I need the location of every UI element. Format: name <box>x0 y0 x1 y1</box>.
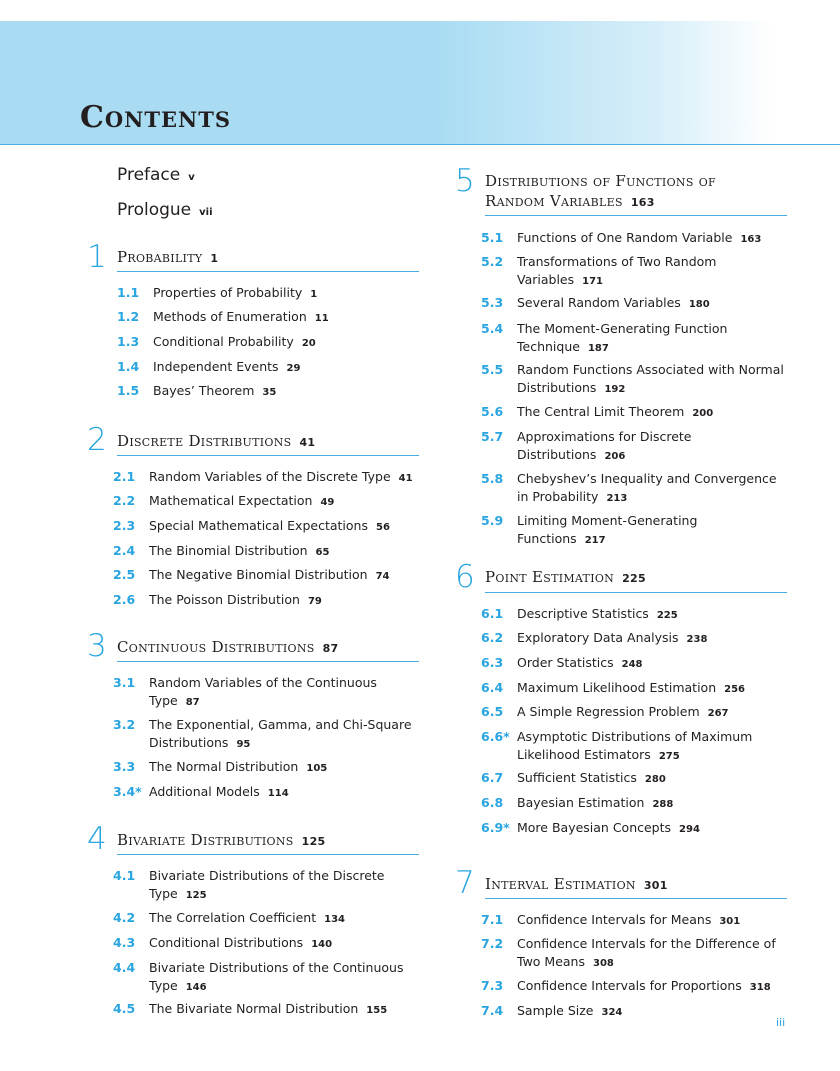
section-title-text: Bayesian Estimation <box>517 795 645 810</box>
section-title-text: Bayes’ Theorem <box>153 383 255 398</box>
section-number: 7.1 <box>481 912 504 927</box>
section-number: 2.3 <box>113 518 136 533</box>
section-title-text: More Bayesian Concepts <box>517 820 672 835</box>
section-title-text: Functions of One Random Variable <box>517 230 733 245</box>
chapter-page: 163 <box>630 196 655 209</box>
section-title <box>149 591 417 611</box>
section-page: 140 <box>311 939 333 950</box>
front-item-label: Preface <box>117 165 181 185</box>
section-title <box>149 492 417 512</box>
section-title-text: Additional Models <box>149 784 260 799</box>
section-number: 5.1 <box>481 230 504 245</box>
section-number: 5.2 <box>481 254 504 269</box>
section-title <box>517 911 785 931</box>
section-page: 105 <box>306 763 328 774</box>
section-page: 301 <box>719 916 741 927</box>
section-title <box>149 934 417 954</box>
section-title <box>517 403 785 423</box>
section-title <box>517 229 785 249</box>
section-title-text: The Bivariate Normal Distribution <box>149 1001 359 1016</box>
section-title-text: A Simple Regression Problem <box>517 704 700 719</box>
section-number: 6.6* <box>481 729 510 744</box>
section-title-text: Confidence Intervals for Means <box>517 912 712 927</box>
section-title <box>517 294 785 314</box>
chapter-title-text: Probability <box>117 248 203 266</box>
section-number: 5.7 <box>481 429 504 444</box>
section-number: 1.3 <box>117 334 140 349</box>
section-title-text: The Central Limit Theorem <box>517 404 685 419</box>
section-page: 1 <box>310 289 318 300</box>
section-number: 7.3 <box>481 978 504 993</box>
section-title-text: Conditional Distributions <box>149 935 304 950</box>
chapter-rule <box>485 215 787 216</box>
section-number: 7.4 <box>481 1003 504 1018</box>
section-number: 6.2 <box>481 630 504 645</box>
section-title-text: Mathematical Expectation <box>149 493 313 508</box>
section-page: 49 <box>320 497 335 508</box>
section-title-text: The Binomial Distribution <box>149 543 308 558</box>
section-title <box>149 783 417 803</box>
section-title-text: Transformations of Two Random Variables <box>517 254 717 287</box>
chapter-page: 87 <box>322 642 339 655</box>
section-title <box>149 758 417 778</box>
chapter-title-text: Point Estimation <box>485 568 615 586</box>
section-page: 146 <box>185 982 207 993</box>
section-page: 171 <box>582 276 603 287</box>
section-number: 4.3 <box>113 935 136 950</box>
section-title <box>149 468 417 488</box>
chapter-number: 1 <box>87 239 107 275</box>
section-title <box>517 654 785 674</box>
chapter-title-text: Continuous Distributions <box>117 638 315 656</box>
section-title <box>149 566 417 586</box>
section-title <box>149 517 417 537</box>
section-number: 4.2 <box>113 910 136 925</box>
chapter-title-text: Bivariate Distributions <box>117 831 294 849</box>
section-title <box>149 959 417 997</box>
section-number: 5.6 <box>481 404 504 419</box>
section-page: 155 <box>366 1005 388 1016</box>
chapter-title[interactable] <box>117 637 417 659</box>
chapter-title[interactable] <box>117 830 417 852</box>
section-title <box>153 284 421 304</box>
section-title-text: Independent Events <box>153 359 279 374</box>
chapter-rule <box>485 592 787 593</box>
section-number: 6.9* <box>481 820 510 835</box>
section-page: 248 <box>621 659 643 670</box>
section-title-text: Properties of Probability <box>153 285 303 300</box>
chapter-page: 41 <box>299 436 316 449</box>
section-page: 288 <box>652 799 674 810</box>
section-number: 3.3 <box>113 759 136 774</box>
section-title <box>153 382 421 402</box>
section-title <box>153 358 421 378</box>
section-page: 134 <box>324 914 346 925</box>
section-page: 324 <box>601 1007 623 1018</box>
section-title <box>517 512 785 550</box>
chapter-title-text: Distributions of Functions of Random Variables <box>485 172 716 210</box>
section-title-text: Descriptive Statistics <box>517 606 649 621</box>
section-title <box>517 253 785 291</box>
chapter-page: 225 <box>622 572 646 585</box>
section-title <box>149 716 417 754</box>
section-page: 163 <box>740 234 762 245</box>
section-page: 225 <box>656 610 678 621</box>
section-title-text: Conditional Probability <box>153 334 294 349</box>
section-title <box>517 794 785 814</box>
section-number: 7.2 <box>481 936 504 951</box>
section-title <box>517 361 785 399</box>
section-title <box>517 428 785 466</box>
section-number: 6.5 <box>481 704 504 719</box>
page-title: Contents <box>80 100 231 135</box>
section-title <box>517 629 785 649</box>
section-title-text: Exploratory Data Analysis <box>517 630 679 645</box>
section-title-text: Confidence Intervals for the Difference of Two Means <box>517 936 776 969</box>
section-title-text: Random Variables of the Discrete Type <box>149 469 391 484</box>
chapter-title[interactable] <box>117 431 417 453</box>
section-title-text: Several Random Variables <box>517 295 681 310</box>
section-number: 5.5 <box>481 362 504 377</box>
chapter-title[interactable] <box>485 874 785 896</box>
section-page: 187 <box>587 343 609 354</box>
section-title <box>517 679 785 699</box>
chapter-number: 6 <box>455 559 475 595</box>
chapter-page: 125 <box>301 835 326 848</box>
section-number: 4.4 <box>113 960 136 975</box>
section-number: 6.8 <box>481 795 504 810</box>
front-item-prologue[interactable] <box>117 199 213 224</box>
chapter-rule <box>485 898 787 899</box>
section-page: 79 <box>307 596 322 607</box>
chapter-number: 3 <box>87 628 107 664</box>
section-title-text: Limiting Moment-Generating Functions <box>517 513 698 546</box>
section-page: 308 <box>592 958 614 969</box>
section-number: 2.2 <box>113 493 136 508</box>
section-number: 1.4 <box>117 359 140 374</box>
section-page: 275 <box>658 751 680 762</box>
section-title-text: The Poisson Distribution <box>149 592 300 607</box>
section-page: 125 <box>185 890 207 901</box>
section-page: 318 <box>749 982 771 993</box>
section-page: 35 <box>262 387 277 398</box>
section-title-text: Bivariate Distributions of the Continuous Type <box>149 960 404 993</box>
section-title <box>149 542 417 562</box>
section-number: 3.2 <box>113 717 136 732</box>
chapter-number: 7 <box>455 865 475 901</box>
chapter-rule <box>117 455 419 456</box>
section-title-text: Sample Size <box>517 1003 594 1018</box>
section-number: 6.7 <box>481 770 504 785</box>
section-number: 5.3 <box>481 295 504 310</box>
section-page: 192 <box>604 384 626 395</box>
section-title <box>517 935 785 973</box>
section-number: 4.1 <box>113 868 136 883</box>
section-number: 1.1 <box>117 285 140 300</box>
section-page: 294 <box>679 824 700 835</box>
section-number: 4.5 <box>113 1001 136 1016</box>
section-number: 6.3 <box>481 655 504 670</box>
section-page: 87 <box>185 697 200 708</box>
section-page: 267 <box>707 708 729 719</box>
chapter-title[interactable] <box>117 247 417 269</box>
chapter-page: 1 <box>210 252 219 265</box>
section-page: 114 <box>267 788 289 799</box>
chapter-number: 2 <box>87 422 107 458</box>
section-title-text: Confidence Intervals for Proportions <box>517 978 742 993</box>
section-page: 29 <box>286 363 301 374</box>
front-item-preface[interactable] <box>117 164 195 189</box>
chapter-page: 301 <box>643 879 668 892</box>
section-title <box>153 308 421 328</box>
section-title <box>517 769 785 789</box>
section-number: 3.4* <box>113 784 142 799</box>
section-number: 2.6 <box>113 592 136 607</box>
section-title <box>517 703 785 723</box>
chapter-rule <box>117 271 419 272</box>
section-title-text: The Negative Binomial Distribution <box>149 567 368 582</box>
chapter-title[interactable] <box>485 567 785 589</box>
chapter-rule <box>117 854 419 855</box>
section-title-text: Methods of Enumeration <box>153 309 307 324</box>
section-title-text: The Correlation Coefficient <box>149 910 317 925</box>
section-page: 20 <box>301 338 316 349</box>
section-title <box>149 1000 417 1020</box>
section-title-text: The Normal Distribution <box>149 759 299 774</box>
section-title-text: Random Functions Associated with Normal Distributions <box>517 362 784 395</box>
section-title <box>517 977 785 997</box>
section-page: 11 <box>314 313 329 324</box>
section-page: 280 <box>644 774 666 785</box>
section-title-text: Bivariate Distributions of the Discrete Type <box>149 868 385 901</box>
section-page: 56 <box>375 522 390 533</box>
section-number: 5.4 <box>481 321 504 336</box>
section-title-text: Sufficient Statistics <box>517 770 637 785</box>
section-number: 2.1 <box>113 469 136 484</box>
section-page: 238 <box>686 634 708 645</box>
section-title-text: Asymptotic Distributions of Maximum Likelihood Estimators <box>517 729 753 762</box>
section-page: 74 <box>375 571 390 582</box>
section-page: 213 <box>606 493 628 504</box>
header-rule <box>0 144 840 145</box>
section-title <box>517 819 785 839</box>
front-item-label: Prologue <box>117 200 192 220</box>
front-item-page: vii <box>199 207 213 218</box>
section-page: 41 <box>398 473 413 484</box>
section-number: 5.8 <box>481 471 504 486</box>
section-number: 6.4 <box>481 680 504 695</box>
section-title <box>149 674 417 712</box>
page-number: iii <box>776 1016 786 1029</box>
section-number: 2.4 <box>113 543 136 558</box>
section-number: 1.5 <box>117 383 140 398</box>
chapter-title-text: Interval Estimation <box>485 875 636 893</box>
section-title <box>153 333 421 353</box>
section-number: 1.2 <box>117 309 140 324</box>
chapter-title-text: Discrete Distributions <box>117 432 292 450</box>
section-title-text: The Moment-Generating Function Technique <box>517 321 728 354</box>
section-page: 206 <box>604 451 626 462</box>
section-page: 200 <box>692 408 714 419</box>
section-number: 2.5 <box>113 567 136 582</box>
section-title-text: Order Statistics <box>517 655 614 670</box>
section-title-text: Special Mathematical Expectations <box>149 518 368 533</box>
section-title <box>517 605 785 625</box>
chapter-rule <box>117 661 419 662</box>
section-number: 5.9 <box>481 513 504 528</box>
section-number: 3.1 <box>113 675 136 690</box>
section-number: 6.1 <box>481 606 504 621</box>
section-title-text: Chebyshev’s Inequality and Convergence in Probability <box>517 471 777 504</box>
chapter-title[interactable] <box>485 171 755 213</box>
section-title <box>149 909 417 929</box>
section-title <box>517 728 785 766</box>
section-page: 256 <box>724 684 745 695</box>
section-page: 180 <box>688 299 710 310</box>
front-item-page: v <box>188 172 195 183</box>
section-title-text: Random Variables of the Continuous Type <box>149 675 377 708</box>
section-title-text: The Exponential, Gamma, and Chi-Square Distributions <box>149 717 412 750</box>
section-title <box>517 1002 785 1022</box>
section-title <box>517 470 785 508</box>
section-title-text: Approximations for Discrete Distributions <box>517 429 692 462</box>
section-page: 95 <box>236 739 251 750</box>
chapter-number: 5 <box>455 163 475 199</box>
section-title <box>517 320 785 358</box>
section-page: 217 <box>584 535 606 546</box>
chapter-number: 4 <box>87 821 107 857</box>
section-title <box>149 867 417 905</box>
section-title-text: Maximum Likelihood Estimation <box>517 680 717 695</box>
section-page: 65 <box>315 547 330 558</box>
